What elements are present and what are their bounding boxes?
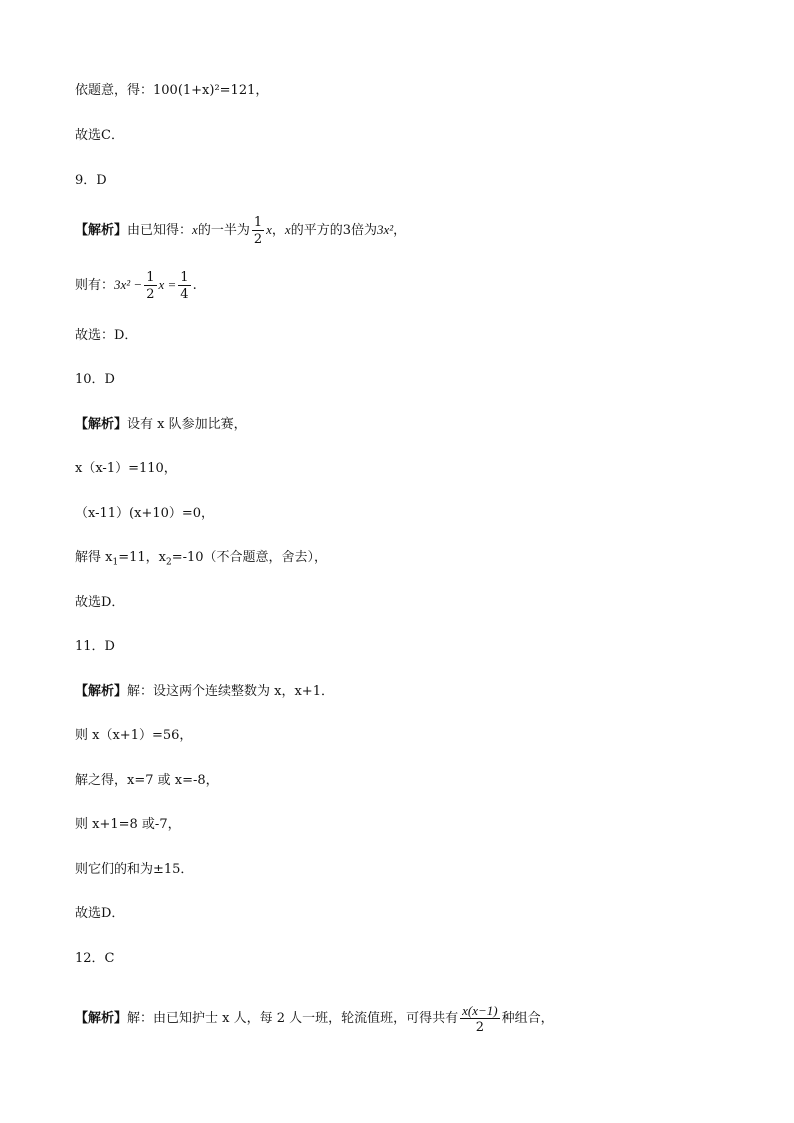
analysis-tag: 【解析】: [75, 1011, 128, 1026]
question-answer: 10．D: [75, 372, 115, 387]
fraction-numerator: 1: [253, 214, 263, 230]
text-segment: =-10（不合题意，舍去），: [171, 550, 328, 565]
fraction: [178, 271, 190, 301]
subscript: 1: [112, 557, 119, 568]
text-line: 故选D．: [75, 595, 125, 610]
equation-line: [75, 268, 197, 303]
text-segment: 由已知得：: [127, 223, 193, 238]
math-var: x: [192, 222, 198, 237]
text-segment: 的一半为: [197, 223, 250, 238]
fraction: [252, 216, 264, 246]
question-answer: 9．D: [75, 173, 107, 188]
question-answer: 12．C: [75, 951, 115, 966]
fraction-denominator: 2: [475, 1019, 485, 1035]
text-segment: 的平方的3倍为: [290, 223, 377, 238]
text-segment: 解：由已知护士 x 人，每 2 人一班，轮流值班，可得共有: [127, 1011, 459, 1026]
math-expression: x =: [158, 277, 177, 292]
text-segment: 设有 x 队参加比赛，: [127, 417, 247, 432]
text-segment: ，: [271, 223, 285, 238]
math-var: x: [266, 222, 272, 237]
text-line: 故选：D．: [75, 328, 138, 343]
text-segment: .: [192, 278, 197, 293]
fraction-numerator: 1: [146, 269, 155, 285]
fraction-denominator: 2: [146, 286, 155, 302]
math-expression: 3x² −: [114, 277, 143, 292]
math-var: x: [284, 222, 291, 237]
fraction-denominator: 2: [253, 231, 263, 247]
text-segment: =11，x: [118, 550, 166, 565]
subscript: 2: [165, 557, 172, 568]
text-line: 故选D．: [75, 906, 125, 921]
text-line: 则它们的和为±15．: [75, 862, 194, 877]
fraction-denominator: 4: [180, 286, 189, 302]
question-answer: 11．D: [75, 639, 115, 654]
fraction: [460, 1004, 499, 1034]
text-line: x（x-1）=110，: [75, 461, 177, 476]
text-segment: 则有：: [75, 278, 115, 293]
text-segment: 种组合，: [501, 1011, 554, 1026]
fraction-numerator: 1: [180, 269, 189, 285]
text-line: 故选C．: [75, 128, 124, 143]
text-line: （x-11）(x+10）=0，: [75, 506, 215, 521]
text-line: 则 x+1=8 或-7，: [75, 817, 181, 832]
solution-line: [75, 213, 406, 248]
solution-line: [75, 1000, 554, 1038]
analysis-tag: 【解析】: [75, 223, 128, 238]
solution-line: [75, 683, 334, 701]
text-line: [75, 549, 327, 567]
solution-line: [75, 416, 247, 434]
fraction: [144, 271, 156, 301]
math-expression: 3x²: [376, 222, 394, 237]
analysis-tag: 【解析】: [75, 417, 128, 432]
text-segment: 解：设这两个连续整数为 x，x+1．: [127, 684, 334, 699]
text-segment: ，: [393, 223, 407, 238]
text-line: 则 x（x+1）=56，: [75, 728, 193, 743]
text-line: 依题意，得：100(1+x)²=121，: [75, 83, 269, 98]
text-segment: 解得 x: [75, 550, 113, 565]
text-line: 解之得，x=7 或 x=-8，: [75, 773, 219, 788]
analysis-tag: 【解析】: [75, 684, 128, 699]
fraction-numerator: x(x−1): [462, 1002, 498, 1018]
